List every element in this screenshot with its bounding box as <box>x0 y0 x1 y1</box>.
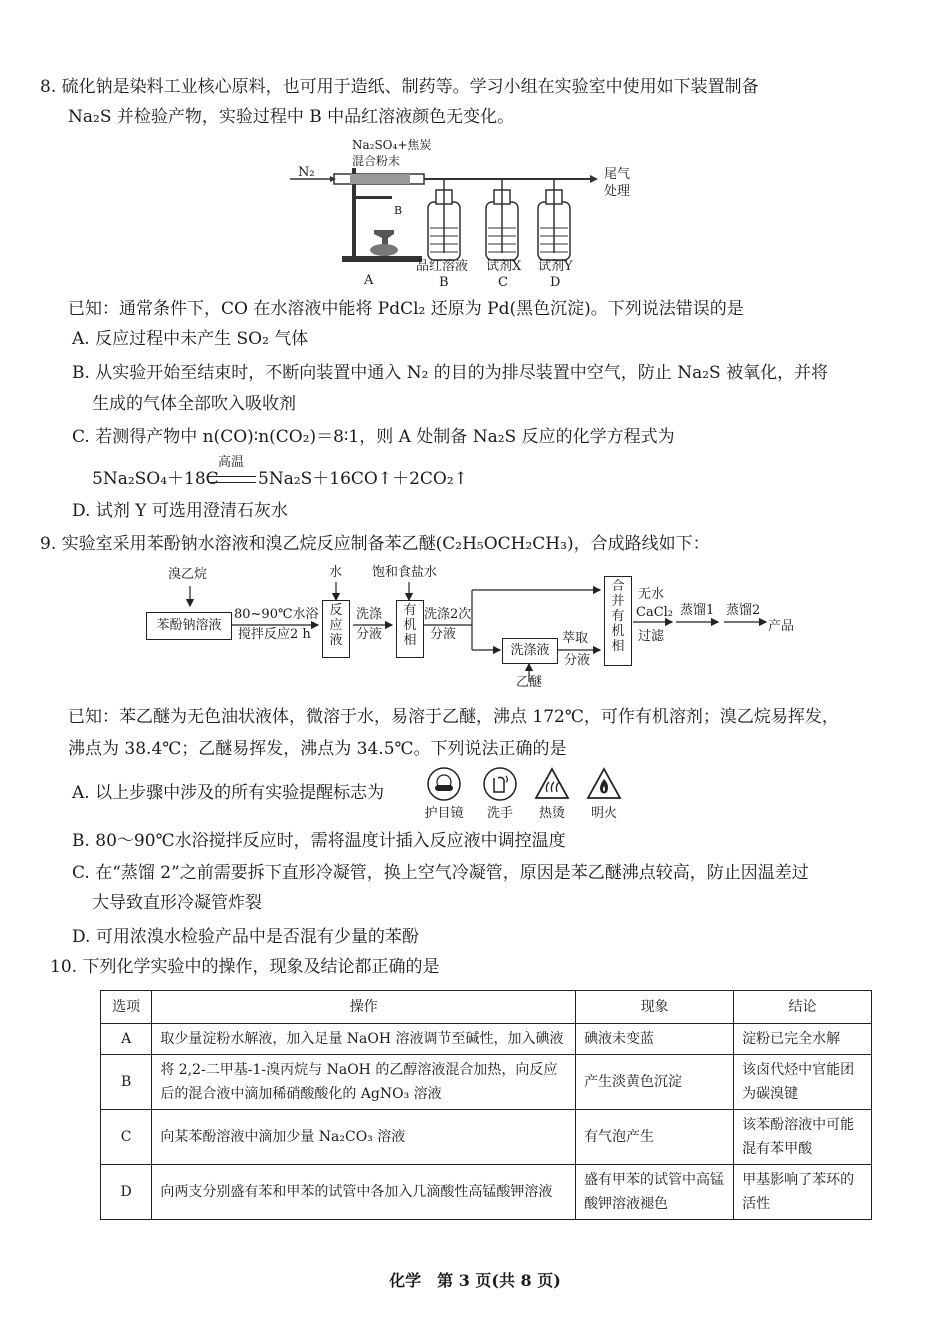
table-row <box>101 1024 872 1055</box>
q8-tail-gas-label-1: 尾气 <box>604 167 631 182</box>
q8-option-b-line2: 生成的气体全部吹入吸收剂 <box>92 394 296 414</box>
q9-flow-dry-1: 无水 <box>638 587 665 602</box>
q9-flow-wash2-bottom: 分液 <box>430 627 457 642</box>
q8-equation-condition: 高温 <box>218 455 245 470</box>
table-row <box>101 1110 872 1165</box>
wash-hands-icon <box>482 766 518 802</box>
q10-row-conclusion: 该卤代烃中官能团为碳溴键 <box>734 1055 872 1110</box>
q9-option-c-line1: C. 在“蒸馏 2”之前需要拆下直形冷凝管，换上空气冷凝管，原因是苯乙醚沸点较高，防止因温差过 <box>72 863 809 883</box>
q8-option-c-line1: C. 若测得产物中 n(CO)∶n(CO₂)＝8∶1，则 A 处制备 Na₂S 反应的化学方程式为 <box>72 427 675 447</box>
q9-flow-start-box: 苯酚钠溶液 <box>146 612 232 640</box>
q8-tail-gas-label-2: 处理 <box>604 184 631 199</box>
q9-flow-reaction-box: 反应液 <box>322 600 350 658</box>
q8-equation-equals <box>208 476 256 483</box>
hot-surface-sign-label: 热烫 <box>538 806 565 821</box>
q10-row-conclusion: 该苯酚溶液中可能混有苯甲酸 <box>734 1110 872 1165</box>
q8-stem-line1: 8. 硫化钠是染料工业核心原料，也可用于造纸、制药等。学习小组在实验室中使用如下装置制备 <box>40 77 759 97</box>
q10-table-header <box>101 991 872 1024</box>
open-flame-icon <box>585 766 623 802</box>
q10-row-phenomenon: 产生淡黄色沉淀 <box>576 1055 734 1110</box>
q9-flow-extract-bottom: 分液 <box>564 653 591 668</box>
q10-row-phenomenon: 有气泡产生 <box>576 1110 734 1165</box>
q10-row-operation: 向两支分别盛有苯和甲苯的试管中各加入几滴酸性高锰酸钾溶液 <box>152 1165 576 1220</box>
q9-flow-combined-box: 合并有机相 <box>604 576 632 666</box>
q9-flow-dry-3: 过滤 <box>638 629 665 644</box>
hot-surface-sign <box>526 766 578 821</box>
q9-flow-brine: 饱和食盐水 <box>372 565 438 580</box>
wash-hands-sign <box>474 766 526 821</box>
q10-row-option: D <box>101 1165 152 1220</box>
q8-apparatus-figure <box>290 138 650 288</box>
q10-row-phenomenon: 盛有甲苯的试管中高锰酸钾溶液褪色 <box>576 1165 734 1220</box>
q8-option-a: A. 反应过程中未产生 SO₂ 气体 <box>72 329 309 349</box>
q8-option-d: D. 试剂 Y 可选用澄清石灰水 <box>72 501 288 521</box>
q8-label-a: A <box>364 273 374 288</box>
q10-header-option: 选项 <box>101 991 152 1024</box>
q9-flow-wash2-top: 洗涤2次 <box>424 607 472 622</box>
q9-flowchart-arrows <box>0 560 950 700</box>
q9-option-a: A. 以上步骤中涉及的所有实验提醒标志为 <box>72 783 385 803</box>
q9-flow-product: 产品 <box>768 619 795 634</box>
q10-row-phenomenon: 碘液未变蓝 <box>576 1024 734 1055</box>
q9-flow-washliquid-box: 洗涤液 <box>502 638 558 664</box>
q10-header-phenomenon: 现象 <box>576 991 734 1024</box>
q10-row-option: C <box>101 1110 152 1165</box>
q8-n2-label: N₂ <box>298 165 315 180</box>
q8-label-c: C <box>498 275 508 290</box>
q9-flow-ether: 乙醚 <box>516 675 543 690</box>
q10-row-operation: 将 2,2-二甲基-1-溴丙烷与 NaOH 的乙醇溶液混合加热，向反应后的混合液中滴加稀硝酸酸化的 AgNO₃ 溶液 <box>152 1055 576 1110</box>
goggles-icon <box>426 766 462 802</box>
q9-flow-distill1: 蒸馏1 <box>680 603 715 618</box>
open-flame-sign <box>578 766 630 821</box>
wash-hands-sign-label: 洗手 <box>486 806 513 821</box>
q8-known: 已知：通常条件下，CO 在水溶液中能将 PdCl₂ 还原为 Pd(黑色沉淀)。下列说法错误的是 <box>68 299 744 319</box>
page-footer: 化学 第 3 页(共 8 页) <box>389 1271 561 1290</box>
q9-flow-wash1-top: 洗涤 <box>356 607 383 622</box>
q8-reagent-label-1: Na₂SO₄+焦炭 <box>352 138 432 152</box>
q8-label-b: B <box>439 275 449 290</box>
open-flame-sign-label: 明火 <box>590 806 617 821</box>
q8-label-c-solution: 试剂X <box>486 259 522 274</box>
q10-table <box>100 990 872 1220</box>
q10-row-conclusion: 淀粉已完全水解 <box>734 1024 872 1055</box>
q8-stem-line2: Na₂S 并检验产物，实验过程中 B 中品红溶液颜色无变化。 <box>68 107 515 127</box>
q9-option-c-line2: 大导致直形冷凝管炸裂 <box>92 893 262 913</box>
q9-flow-dry-2: CaCl₂ <box>636 605 674 620</box>
q9-option-d: D. 可用浓溴水检验产品中是否混有少量的苯酚 <box>72 927 419 947</box>
q9-flow-water: 水 <box>329 565 343 580</box>
q10-row-operation: 取少量淀粉水解液，加入足量 NaOH 溶液调节至碱性，加入碘液 <box>152 1024 576 1055</box>
q8-label-b-solution: 品红溶液 <box>416 259 469 274</box>
q8-equation-left: 5Na₂SO₄＋18C <box>92 469 219 489</box>
q9-flow-step1-bottom: 搅拌反应2 h <box>238 627 311 642</box>
q8-option-b-line1: B. 从实验开始至结束时，不断向装置中通入 N₂ 的目的为排尽装置中空气，防止 Na₂S 被氧化，并将 <box>72 363 829 383</box>
q9-flow-organic-box: 有机相 <box>396 600 424 658</box>
q10-header-operation: 操作 <box>152 991 576 1024</box>
goggles-sign <box>418 766 470 821</box>
q8-label-d-solution: 试剂Y <box>538 259 573 274</box>
q9-flow-bromoethane: 溴乙烷 <box>168 567 208 582</box>
q9-known-line2: 沸点为 38.4℃；乙醚易挥发，沸点为 34.5℃。下列说法正确的是 <box>68 739 567 759</box>
goggles-sign-label: 护目镜 <box>424 806 464 821</box>
q9-option-b: B. 80～90℃水浴搅拌反应时，需将温度计插入反应液中调控温度 <box>72 831 566 851</box>
q8-label-d: D <box>550 275 561 290</box>
q9-flow-step1-top: 80~90℃水浴 <box>234 607 319 622</box>
q8-b-mark: B <box>394 204 403 217</box>
hot-surface-icon <box>533 766 571 802</box>
table-row <box>101 1165 872 1220</box>
q8-reagent-label-2: 混合粉末 <box>352 154 401 168</box>
q10-row-option: A <box>101 1024 152 1055</box>
q9-flow-wash1-bottom: 分液 <box>356 627 383 642</box>
q10-header-conclusion: 结论 <box>734 991 872 1024</box>
q10-row-conclusion: 甲基影响了苯环的活性 <box>734 1165 872 1220</box>
q9-stem: 9. 实验室采用苯酚钠水溶液和溴乙烷反应制备苯乙醚(C₂H₅OCH₂CH₃)，合成路线如下： <box>40 534 710 554</box>
table-row <box>101 1055 872 1110</box>
q9-known-line1: 已知：苯乙醚为无色油状液体，微溶于水，易溶于乙醚，沸点 172℃，可作有机溶剂；溴乙烷易挥发， <box>68 707 839 727</box>
q10-stem: 10. 下列化学实验中的操作，现象及结论都正确的是 <box>50 957 440 977</box>
q10-row-operation: 向某苯酚溶液中滴加少量 Na₂CO₃ 溶液 <box>152 1110 576 1165</box>
q9-flow-distill2: 蒸馏2 <box>726 603 761 618</box>
q10-row-option: B <box>101 1055 152 1110</box>
q9-flow-extract-top: 萃取 <box>562 631 589 646</box>
q8-equation-right: 5Na₂S＋16CO↑＋2CO₂↑ <box>258 469 468 489</box>
